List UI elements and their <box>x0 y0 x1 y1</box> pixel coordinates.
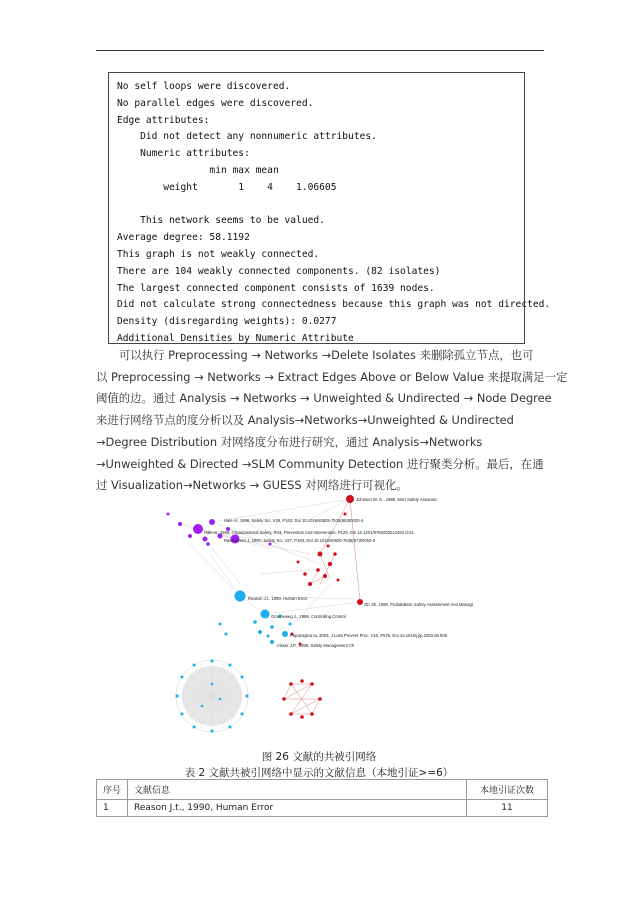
code-line: Did not detect any nonnumeric attributes. <box>117 131 377 143</box>
table-cell: 11 <box>467 800 548 817</box>
code-line: Numeric attributes: <box>117 148 250 160</box>
node-label: Papazoglou Ia, 2003, J Loss Prevent Proc, V16, P575, Doi 10.1016/j.jlp.2003.08.008 <box>290 633 447 638</box>
node-label: Reason J.t., 1990, Human Error <box>248 596 308 601</box>
code-line: This network seems to be valued. <box>117 215 325 227</box>
node-label: Oh Jih, 1998, Probabilistic Safety Assessment And Managt <box>364 602 473 607</box>
node-label: Hale Ar, 1998, Safety Sci, V29, P163, Doi 10.1016/s0925-7535(98)00020-4 <box>224 518 364 523</box>
table-cell: 1 <box>97 800 128 817</box>
co-citation-network-figure <box>160 484 500 740</box>
code-line: There are 104 weakly connected components. (82 isolates) <box>117 265 441 277</box>
paragraph-line: 阈值的边。通过 Analysis → Networks → Unweighted & Undirected → Node Degree <box>96 391 552 406</box>
figure-caption: 图 26 文献的共被引网络 <box>261 751 377 763</box>
code-line: Edge attributes: <box>117 114 210 126</box>
red-small-cluster <box>282 679 322 719</box>
code-output-box <box>108 72 551 344</box>
paragraph-line: 以 Preprocessing → Networks → Extract Edges Above or Below Value 来提取满足一定 <box>96 369 568 384</box>
column-header: 序号 <box>97 780 128 800</box>
paragraph-line: →Unweighted & Directed →SLM Community Detection 进行聚类分析。最后，在通 <box>96 456 544 471</box>
code-line: Average degree: 58.1192 <box>117 232 250 244</box>
table-row <box>97 800 548 817</box>
code-line: No self loops were discovered. <box>117 81 291 92</box>
reference-table <box>96 779 548 817</box>
body-paragraph <box>96 345 568 497</box>
code-line: Density (disregarding weights): 0.0277 <box>117 316 337 328</box>
code-line <box>117 197 524 214</box>
node-label: Visser J.P., 1998, Safety Management Ch <box>277 643 355 648</box>
network-graph <box>160 484 500 740</box>
table-caption: 表 2 文献共被引网络中显示的文献信息（本地引证>=6） <box>184 767 454 779</box>
cyan-dense-cluster <box>176 660 249 733</box>
paragraph-line: 可以执行 Preprocessing → Networks →Delete Isolates 来删除孤立节点，也可 <box>119 348 534 362</box>
column-header: 本地引证次数 <box>467 780 548 800</box>
code-line: This graph is not weakly connected. <box>117 248 320 260</box>
paragraph-line: →Degree Distribution 对网络度分布进行研究，通过 Analysis→Networks <box>96 434 483 449</box>
node-label: Hale Ar, 1999, Organizational Safety, Risk, Prevention And Intervention, P129, Doi 10.1201/9780203212493.ch11 <box>204 530 414 535</box>
table-cell: Reason J.t., 1990, Human Error <box>128 800 467 817</box>
table-header-row <box>97 780 548 800</box>
node-label: Rasmussen J, 1997, Safety Sci, V27, P183, Doi 10.1016/s0925-7535(97)00052-0 <box>224 538 376 543</box>
code-line: Did not calculate strong connectedness because this graph was not directed. <box>117 299 551 311</box>
code-line: The largest connected component consists of 1639 nodes. <box>117 282 435 294</box>
code-line: Additional Densities by Numeric Attribute <box>117 332 354 344</box>
header-rule <box>96 50 544 51</box>
code-line: weight 1 4 1.06605 <box>117 181 337 193</box>
code-line: No parallel edges were discovered. <box>117 97 314 109</box>
node-label: Johnson W. G., 1980, Mort Safety Assuranc <box>356 497 438 502</box>
column-header: 文献信息 <box>128 780 467 800</box>
paragraph-line: 来进行网络节点的度分析以及 Analysis→Networks→Unweighted & Undirected <box>96 413 514 428</box>
node-label: Groeneweg J., 1998, Controlling Control <box>271 614 346 619</box>
code-line: min max mean <box>117 164 279 176</box>
paragraph-line: 过 Visualization→Networks → GUESS 对网络进行可视化。 <box>96 478 408 493</box>
